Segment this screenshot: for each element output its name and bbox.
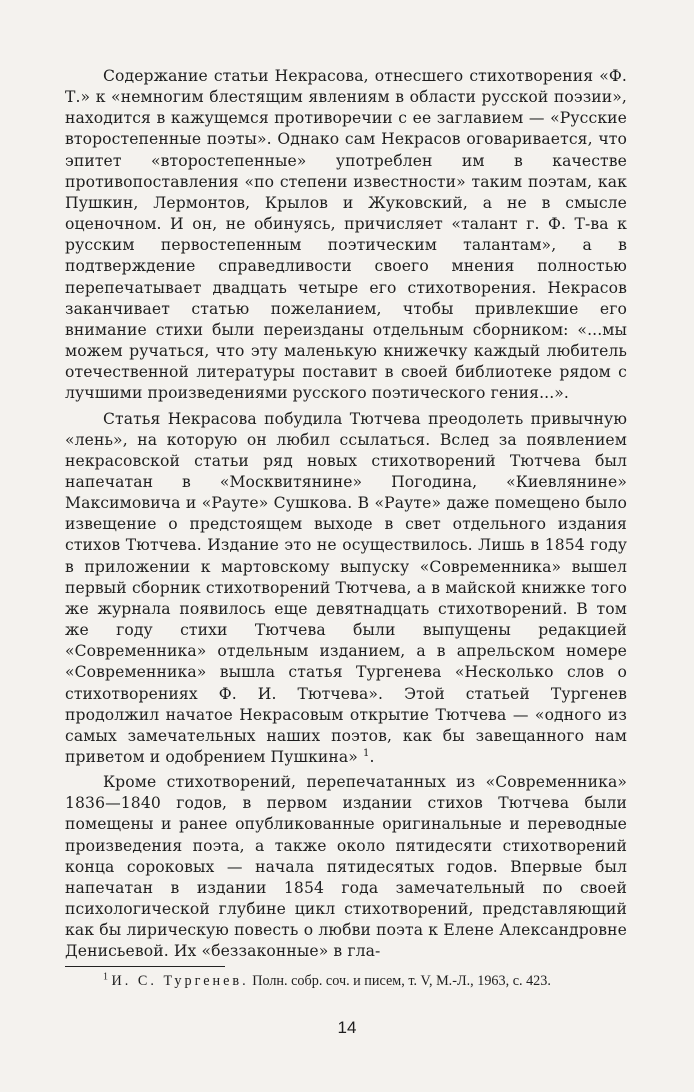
footnote	[65, 971, 627, 991]
footnote-marker: 1	[103, 971, 108, 983]
paragraph-3: Кроме стихотворений, перепечатанных из «Современника» 1836—1840 годов, в первом издании стихов Тютчева были помещены и ранее опубликованные оригинальные и переводные произведения поэта, а также около пятидесяти стихотворений конца сороковых — начала пятидесятых годов. Впервые был напечатан в издании 1854 года замечательный по своей психологической глубине цикл стихотворений, представляющий как бы лирическую повесть о любви поэта к Елене Александровне Денисьевой. Их «беззаконные» в гла-	[65, 773, 627, 961]
footnote-reference: 1	[363, 747, 370, 759]
footnote-divider	[65, 966, 225, 967]
paragraph-2: Статья Некрасова побудила Тютчева преодолеть привычную «лень», на которую он любил ссылаться. Вслед за появлением некрасовской статьи ряд новых стихотворений Тютчева был напечатан в «Москвитянине» Погодина, «Киевлянине» Максимовича и «Рауте» Сушкова. В «Рауте» даже помещено было извещение о предстоящем выходе в свет отдельного издания стихов Тютчева. Издание это не осуществилось. Лишь в 1854 году в приложении к мартовскому выпуску «Современника» вышел первый сборник стихотворений Тютчева, а в майской книжке того же журнала появилось еще девятнадцать стихотворений. В том же году стихи Тютчева были выпущены редакцией «Современника» отдельным изданием, а в апрельском номере «Современника» вышла статья Тургенева «Несколько слов о стихотворениях Ф. И. Тютчева». Этой статьей Тургенев продолжил начатое Некрасовым открытие Тютчева — «одного из самых замечательных наших поэтов, как бы завещанного нам приветом и одобрением Пушкина» $^1$.	[65, 409, 627, 766]
page-number: 14	[337, 1018, 357, 1037]
footnote-author: И. С. Тургенев.	[111, 973, 249, 989]
footnote-text: Полн. собр. соч. и писем, т. V, М.-Л., 1963, с. 423.	[252, 973, 551, 989]
paragraph-1: Содержание статьи Некрасова, отнесшего стихотворения «Ф. Т.» к «немногим блестящим явлениям в области русской поэзии», находится в кажущемся противоречии с ее заглавием — «Русские второстепенные поэты». Однако сам Некрасов оговаривается, что эпитет «второстепенные» употреблен им в качестве противопоставления «по степени известности» таким поэтам, как Пушкин, Лермонтов, Крылов и Жуковский, а не в смысле оценочном. И он, не обинуясь, причисляет «талант г. Ф. Т-ва к русским первостепенным поэтическим талантам», а в подтверждение справедливости своего мнения полностью перепечатывает двадцать четыре его стихотворения. Некрасов заканчивает статью пожеланием, чтобы привлекшие его внимание стихи были переизданы отдельным сборником: «...мы можем ручаться, что эту маленькую книжечку каждый любитель отечественной литературы поставит в своей библиотеке рядом с лучшими произведениями русского поэтического гения...».	[65, 67, 627, 403]
main-text	[65, 66, 627, 963]
paragraph-2-text: Статья Некрасова побудила Тютчева преодолеть привычную «лень», на которую он любил ссылаться. Вслед за появлением некрасовской статьи ряд новых стихотворений Тютчева был напечатан в «Москвитянине» Погодина, «Киевлянине» Максимовича и «Рауте» Сушкова. В «Рауте» даже помещено было извещение о предстоящем выходе в свет отдельного издания стихов Тютчева. Издание это не осуществилось. Лишь в 1854 году в приложении к мартовскому выпуску «Современника» вышел первый сборник стихотворений Тютчева, а в майской книжке того же журнала появилось еще девятнадцать стихотворений. В том же году стихи Тютчева были выпущены редакцией «Современника» отдельным изданием, а в апрельском номере «Современника» вышла статья Тургенева «Несколько слов о стихотворениях Ф. И. Тютчева». Этой статьей Тургенев продолжил начатое Некрасовым открытие Тютчева — «одного из самых замечательных наших поэтов, как бы завещанного нам приветом и одобрением Пушкина»	[65, 409, 627, 766]
